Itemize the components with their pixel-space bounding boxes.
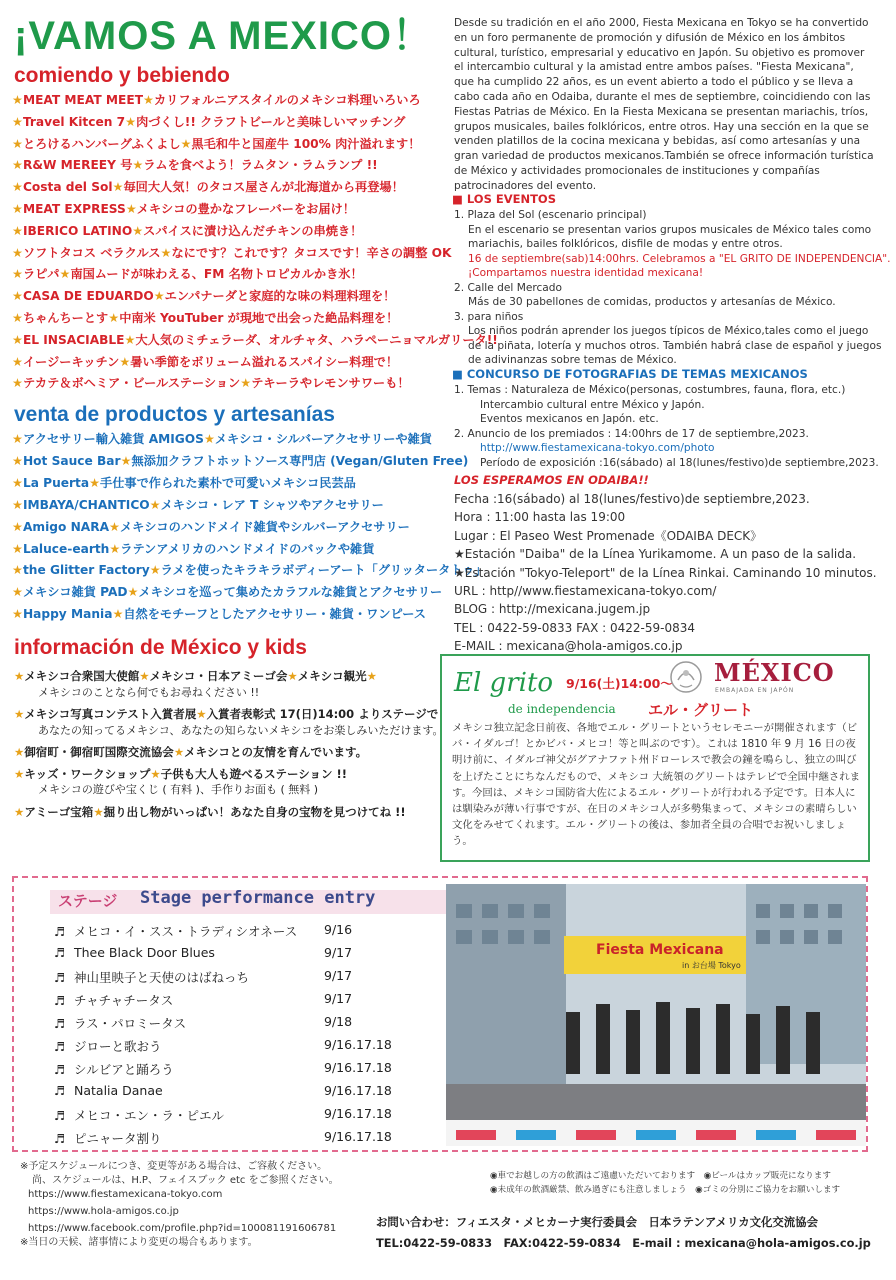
craft-item: ★the Glitter Factory★ラメを使ったキラキラボディーアート「グリッタータトゥ」 xyxy=(12,563,487,578)
star-icon: ★ xyxy=(12,354,23,369)
eventos-line: Los niños podrán aprender los juegos típicos de México,tales como el juego xyxy=(468,325,869,337)
food-heading: comiendo y bebiendo xyxy=(14,64,230,87)
concurso-line: Intercambio cultural entre México y Japón. xyxy=(480,398,705,411)
crafts-list xyxy=(12,429,487,626)
stage-entry xyxy=(54,922,353,944)
star-icon: ★ xyxy=(89,475,101,490)
banner-subtext: in お台場 Tokyo xyxy=(682,961,741,970)
star-icon: ★ xyxy=(112,607,124,622)
craft-item: ★Happy Mania★自然をモチーフとしたアクセサリー・雑貨・ワンピース xyxy=(12,607,426,622)
banner-text: Fiesta Mexicana xyxy=(596,942,724,958)
stage-entry-name: ピニャータ割り xyxy=(74,1131,162,1146)
stage-entry-date: 9/17 xyxy=(324,945,353,960)
star-icon: ★ xyxy=(12,180,23,195)
star-icon: ★ xyxy=(12,519,23,534)
music-note-icon: ♬ xyxy=(54,924,66,939)
stage-entry-name: メヒコ・イ・スス・トラディシオネース xyxy=(74,924,298,939)
eventos-line: 16 de septiembre(sab)14:00hrs. Celebramos a "EL GRITO DE INDEPENDENCIA". xyxy=(468,252,891,265)
star-icon: ★ xyxy=(173,745,185,759)
music-note-icon: ♬ xyxy=(54,1131,66,1146)
stage-entry-date: 9/16.17.18 xyxy=(324,1106,392,1121)
star-icon: ★ xyxy=(14,669,25,683)
star-icon: ★ xyxy=(125,114,137,129)
kids-item: ★御宿町・御宿町国際交流協会★メキシコとの友情を育んでいます。 xyxy=(14,745,368,759)
craft-item: ★IMBAYA/CHANTICO★メキシコ・レア T シャツやアクセサリー xyxy=(12,497,384,512)
star-icon: ★ xyxy=(203,432,215,446)
esperamos-line: ★Estación "Tokyo-Teleport" de la Línea Rinkai. Caminando 10 minutos. xyxy=(454,565,877,580)
star-icon: ★ xyxy=(150,766,161,781)
star-icon: ★ xyxy=(12,201,23,216)
star-icon: ★ xyxy=(14,804,25,819)
star-icon: ★ xyxy=(12,541,23,556)
grito-logo-sub: EMBAJADA EN JAPÓN xyxy=(715,687,795,694)
star-icon: ★ xyxy=(12,158,23,173)
star-icon: ★ xyxy=(12,332,23,347)
food-item: ★ラピパ★南国ムードが味わえる、FM 名物トロピカルかき氷！ xyxy=(12,267,363,282)
esperamos-line: Fecha :16(sábado) al 18(lunes/festivo)de septiembre,2023. xyxy=(454,492,810,506)
star-icon: ★ xyxy=(93,804,104,819)
star-icon: ★ xyxy=(149,563,161,578)
music-note-icon: ♬ xyxy=(54,1062,66,1077)
food-item: ★とろけるハンバーグふくよし★黒毛和牛と国産牛 100% 肉汁溢れます！ xyxy=(12,136,421,151)
star-icon: ★ xyxy=(14,707,25,721)
grito-text: メキシコ独立記念日前夜、各地でエル・グリートというセレモニーが開催されます（ビバ・イダルゴ！とかビバ・メヒコ！等と叫ぶのです）。これは 1810 年 9 月 16 日の夜明け前に、イダルゴ神父がグアナファト州ドローレスで教会の鐘を鳴らし、独立の叫びを上げたことにちなんだもので、メキシコ 大統領のグリートはテレビで全国中継されます。今回は、メキシコ国防省大佐によるエル・グリートが行われる予定です。日本人には馴染みが薄い行事ですが、在日のメキシコ人が多勢集まって、メキシコの素晴らしい文化をみせてくれます。エル・グリートの後は、参加者全員の合唱でお祝いしましょう。 xyxy=(452,722,861,848)
music-note-icon: ♬ xyxy=(54,1039,66,1054)
esperamos-line: TEL : 0422-59-0833 FAX : 0422-59-0834 xyxy=(454,620,696,635)
stage-entry xyxy=(54,1037,392,1059)
contact-line-2: TEL:0422-59-0833 FAX:0422-59-0834 E-mail : mexicana@hola-amigos.co.jp xyxy=(376,1236,871,1250)
star-icon: ★ xyxy=(109,519,120,534)
music-note-icon: ♬ xyxy=(54,1108,66,1123)
grito-logo: MÉXICO xyxy=(714,658,835,687)
crafts-heading: venta de productos y artesanías xyxy=(14,403,335,426)
esperamos-line: BLOG : http://mexicana.jugem.jp xyxy=(454,602,651,617)
esperamos-line: URL : http//www.fiestamexicana-tokyo.com/ xyxy=(454,584,717,599)
concurso-line: Eventos mexicanos en Japón. etc. xyxy=(480,413,659,425)
star-icon: ★ xyxy=(12,376,23,391)
star-icon: ★ xyxy=(132,158,144,173)
star-icon: ★ xyxy=(109,541,121,556)
food-item: ★R&W MEREEY 号★ラムを食べよう！ラムタン・ラムランプ !! xyxy=(12,158,378,173)
stage-entry-name: チャチャチータス xyxy=(74,993,174,1008)
concurso-line[interactable]: http://www.fiestamexicana-tokyo.com/photo xyxy=(480,442,715,454)
star-icon: ★ xyxy=(14,745,25,759)
eventos-line: mariachis, bailes folklóricos, disfile de modas y entre otros. xyxy=(468,238,783,250)
eventos-line: 1. Plaza del Sol (escenario principal) xyxy=(454,209,647,221)
star-icon: ★ xyxy=(12,453,23,468)
footer-caution: ◉未成年の飲酒厳禁、飲み過ぎにも注意しましょう ◉ゴミの分別にご協力をお願いします xyxy=(490,1184,841,1195)
star-icon: ★ xyxy=(12,475,23,490)
star-icon: ★ xyxy=(149,497,161,512)
star-icon: ★ xyxy=(112,180,124,195)
star-icon: ★ xyxy=(139,669,150,683)
grito-box xyxy=(440,654,870,862)
star-icon: ★ xyxy=(12,136,23,151)
star-icon: ★ xyxy=(12,93,23,107)
star-icon: ★ xyxy=(196,707,207,721)
star-icon: ★ xyxy=(12,585,23,600)
food-item: ★Costa del Sol★毎回大人気！のタコス屋さんが北海道から再登場！ xyxy=(12,180,404,195)
stage-entry xyxy=(54,1083,392,1105)
craft-item: ★Laluce-earth★ラテンアメリカのハンドメイドのバックや雑貨 xyxy=(12,541,375,556)
stage-entry-name: メヒコ・エン・ラ・ピエル xyxy=(74,1108,225,1123)
concurso-heading: ■ CONCURSO DE FOTOGRAFIAS DE TEMAS MEXICANOS xyxy=(452,367,808,381)
footer-left xyxy=(20,1160,380,1250)
star-icon: ★ xyxy=(125,201,137,216)
footer-caution: ◉車でお越しの方の飲酒はご遠慮いただいております ◉ビールはカップ販売になります xyxy=(490,1171,831,1181)
eventos-line: En el escenario se presentan varios grupos musicales de México tales como xyxy=(468,223,872,236)
kids-heading: información de México y kids xyxy=(14,636,307,659)
stage-entry-name: Natalia Danae xyxy=(74,1083,163,1098)
footer-note: 尚、スケジュールは、H.P、フェイスブック etc をご参照ください。 xyxy=(32,1174,339,1186)
mexico-seal-icon xyxy=(664,658,708,696)
star-icon: ★ xyxy=(153,289,165,304)
star-icon: ★ xyxy=(59,267,71,282)
music-note-icon: ♬ xyxy=(54,1083,66,1098)
star-icon: ★ xyxy=(108,310,120,325)
food-item: ★テカテ＆ボヘミア・ビールステーション★テキーラやレモンサワーも！ xyxy=(12,376,410,391)
star-icon: ★ xyxy=(12,563,23,578)
star-icon: ★ xyxy=(14,766,25,781)
kids-item: ★メキシコ写真コンテスト入賞者展★入賞者表彰式 17(日)14:00 よりステージで！ xyxy=(14,707,450,721)
star-icon: ★ xyxy=(12,114,23,129)
star-icon: ★ xyxy=(12,497,23,512)
star-icon: ★ xyxy=(127,585,139,600)
footer-note[interactable]: https://www.hola-amigos.co.jp xyxy=(28,1206,179,1218)
stage-entry xyxy=(54,991,353,1013)
concurso-line: 2. Anuncio de los premiados : 14:00hrs de 17 de septiembre,2023. xyxy=(454,427,809,440)
star-icon: ★ xyxy=(12,245,23,260)
stage-label: ステージ xyxy=(58,892,118,910)
star-icon: ★ xyxy=(12,432,23,446)
star-icon: ★ xyxy=(120,453,132,468)
stage-entry xyxy=(54,968,353,990)
stage-entry-date: 9/18 xyxy=(324,1014,353,1029)
stage-entry-date: 9/16.17.18 xyxy=(324,1129,392,1144)
stage-entry xyxy=(54,945,353,967)
kids-item: ★アミーゴ宝箱★掘り出し物がいっぱい！あなた自身の宝物を見つけてね !! xyxy=(14,804,406,819)
eventos-line: de la piñata, lotería y muchos otros. También habrá clase de español y juegos xyxy=(468,339,882,352)
music-note-icon: ♬ xyxy=(54,970,66,985)
kids-item: ★キッズ・ワークショップ★子供も大人も遊べるステーション !! xyxy=(14,766,347,781)
food-item: ★IBERICO LATINO★スパイスに漬け込んだチキンの串焼き！ xyxy=(12,223,363,238)
esperamos-line: Lugar : El Paseo West Promenade《ODAIBA DECK》 xyxy=(454,528,763,543)
stage-entry-date: 9/17 xyxy=(324,991,353,1006)
stage-entry-name: 神山里映子と天使のはばねっち xyxy=(74,970,250,985)
esperamos-heading: LOS ESPERAMOS EN ODAIBA!! xyxy=(454,473,649,487)
eventos-line: de adivinanzas sobre temas de México. xyxy=(468,354,677,366)
star-icon: ★ xyxy=(12,607,23,622)
stage-title: Stage performance entry xyxy=(140,888,376,908)
grito-script-title: El grito xyxy=(454,668,554,698)
grito-katakana: エル・グリート xyxy=(648,701,754,719)
eventos-lines xyxy=(454,208,891,368)
page-title: ¡VAMOS A MEXICO！ xyxy=(14,14,433,58)
star-icon: ★ xyxy=(124,332,136,347)
concurso-lines xyxy=(454,383,878,470)
stage-entry-date: 9/16 xyxy=(324,922,353,937)
star-icon: ★ xyxy=(287,669,298,683)
star-icon: ★ xyxy=(132,223,144,238)
stage-photo xyxy=(446,884,866,1146)
esperamos-lines xyxy=(454,490,878,656)
craft-item: ★La Puerta★手仕事で作られた素朴で可愛いメキシコ民芸品 xyxy=(12,475,356,490)
food-item: ★ソフトタコス ベラクルス★なにです？これです？タコスです！辛さの調整 OK xyxy=(12,245,452,260)
music-note-icon: ♬ xyxy=(54,1016,66,1031)
food-item: ★MEAT EXPRESS★メキシコの豊かなフレーバーをお届け！ xyxy=(12,201,355,216)
food-item: ★CASA DE EDUARDO★エンパナーダと家庭的な味の料理料理を！ xyxy=(12,289,396,304)
eventos-heading: ■ LOS EVENTOS xyxy=(452,192,556,206)
star-icon: ★ xyxy=(240,376,252,391)
craft-item: ★アクセサリー輸入雑貨 AMIGOS★メキシコ・シルバーアクセサリーや雑貨 xyxy=(12,432,432,446)
esperamos-line: Hora : 11:00 hasta las 19:00 xyxy=(454,510,626,525)
stage-list xyxy=(14,922,434,1150)
food-item: ★Travel Kitcen 7★肉づくし!! クラフトビールと美味しいマッチング xyxy=(12,114,406,129)
stage-entry-date: 9/16.17.18 xyxy=(324,1060,392,1075)
footer-note[interactable]: https://www.facebook.com/profile.php?id=100081191606781 xyxy=(28,1223,337,1235)
footer-note: ※当日の天候、諸事情により変更の場合もあります。 xyxy=(20,1236,258,1248)
stage-entry xyxy=(54,1060,392,1082)
food-item: ★MEAT MEAT MEET★カリフォルニアスタイルのメキシコ料理いろいろ xyxy=(12,93,421,107)
stage-entry xyxy=(54,1129,392,1151)
food-item: ★ちゃんちーとす★中南米 YouTuber が現地で出会った絶品料理を！ xyxy=(12,310,399,325)
footer-note[interactable]: https://www.fiestamexicana-tokyo.com xyxy=(28,1188,223,1200)
craft-item: ★Hot Sauce Bar★無添加クラフトホットソース専門店 (Vegan/Gluten Free) xyxy=(12,453,469,468)
concurso-line: 1. Temas : Naturaleza de México(personas, costumbres, fauna, flora, etc.) xyxy=(454,384,846,396)
stage-entry-name: シルビアと踊ろう xyxy=(74,1062,174,1077)
footer-note: ※予定スケジュールにつき、変更等がある場合は、ご容赦ください。 xyxy=(20,1161,328,1172)
stage-entry-date: 9/17 xyxy=(324,968,353,983)
footer-notes xyxy=(490,1170,880,1198)
craft-item: ★メキシコ雑貨 PAD★メキシコを巡って集めたカラフルな雑貨とアクセサリー xyxy=(12,585,443,600)
stage-entry xyxy=(54,1106,392,1128)
music-note-icon: ♬ xyxy=(54,945,66,960)
kids-item: ★メキシコ合衆国大使館★メキシコ・日本アミーゴ会★メキシコ観光★ xyxy=(14,669,377,683)
contact-line-1: お問い合わせ：フィエスタ・メヒカーナ実行委員会 日本ラテンアメリカ文化交流協会 xyxy=(376,1215,818,1229)
star-icon: ★ xyxy=(160,245,172,260)
stage-entry-name: ジローと歌おう xyxy=(74,1039,162,1054)
star-icon: ★ xyxy=(180,136,192,151)
stage-entry-date: 9/16.17.18 xyxy=(324,1083,392,1098)
craft-item: ★Amigo NARA★メキシコのハンドメイド雑貨やシルバーアクセサリー xyxy=(12,519,410,534)
kids-item: メキシコの遊びや宝くじ ( 有料 )、手作りお面も ( 無料 ) xyxy=(38,783,319,796)
stage-entry xyxy=(54,1014,353,1036)
kids-item: メキシコのことなら何でもお尋ねください !! xyxy=(38,685,260,699)
food-item: ★イージーキッチン★暑い季節をボリューム溢れるスパイシー料理で！ xyxy=(12,354,399,369)
star-icon: ★ xyxy=(119,354,131,369)
eventos-line: 3. para niños xyxy=(454,310,524,323)
eventos-line: Más de 30 pabellones de comidas, productos y artesanías de México. xyxy=(468,296,836,308)
intro-text: Desde su tradición en el año 2000, Fiesta Mexicana en Tokyo se ha convertido en un foro permanente de promoción y difusión de México en los ámbitos cultural, turístico, empresarial y educativo en Japón. Su objetivo es promover el intercambio cultural y la amistad entre ambos países. "Fiesta Mexicana", que ha cumplido 22 años, es un event abierto a todo el público y se lleva a cabo cada año en Odaiba, durante el mes de septiembre, coincidiendo con las Fiestas Patrias de México. En la Fiesta Mexicana se presentan mariachis, tríos, grupos musicales, bailes folklóricos, entre otros. Hay una sección en la que se venden platillos de la cocina mexicana y bebidas, así como artesanías y una gran variedad de productos mexicanos.También se ofrece información turística de México y actividades promocionales de instituciones y compañías patrocinadores del evento. xyxy=(454,17,874,192)
stage-entry-name: Thee Black Door Blues xyxy=(74,945,215,960)
music-note-icon: ♬ xyxy=(54,993,66,1008)
eventos-line: ¡Compartamos nuestra identidad mexicana! xyxy=(468,267,704,279)
stage-entry-name: ラス・パロミータス xyxy=(74,1016,187,1031)
star-icon: ★ xyxy=(12,223,23,238)
eventos-line: 2. Calle del Mercado xyxy=(454,281,562,294)
concurso-line: Período de exposición :16(sábado) al 18(lunes/festivo)de septiembre,2023. xyxy=(480,456,879,469)
esperamos-line: ★Estación "Daiba" de la Línea Yurikamome. A un paso de la salida. xyxy=(454,547,857,562)
stage-entry-date: 9/16.17.18 xyxy=(324,1037,392,1052)
star-icon: ★ xyxy=(143,93,154,107)
food-item: ★EL INSACIABLE★大人気のミチェラーダ、オルチャタ、ハラペーニョマルガリータ!! xyxy=(12,332,498,347)
grito-subtitle: de independencia xyxy=(508,702,616,716)
esperamos-line: E-MAIL : mexicana@hola-amigos.co.jp xyxy=(454,639,683,654)
grito-date: 9/16(土)14:00～ xyxy=(566,676,673,691)
star-icon: ★ xyxy=(12,310,23,325)
star-icon: ★ xyxy=(366,669,377,683)
kids-item: あなたの知ってるメキシコ、あなたの知らないメキシコをお楽しみいただけます。 xyxy=(38,723,444,737)
kids-list xyxy=(14,668,450,820)
stage-box xyxy=(12,876,868,1152)
star-icon: ★ xyxy=(12,289,23,304)
star-icon: ★ xyxy=(12,267,23,282)
